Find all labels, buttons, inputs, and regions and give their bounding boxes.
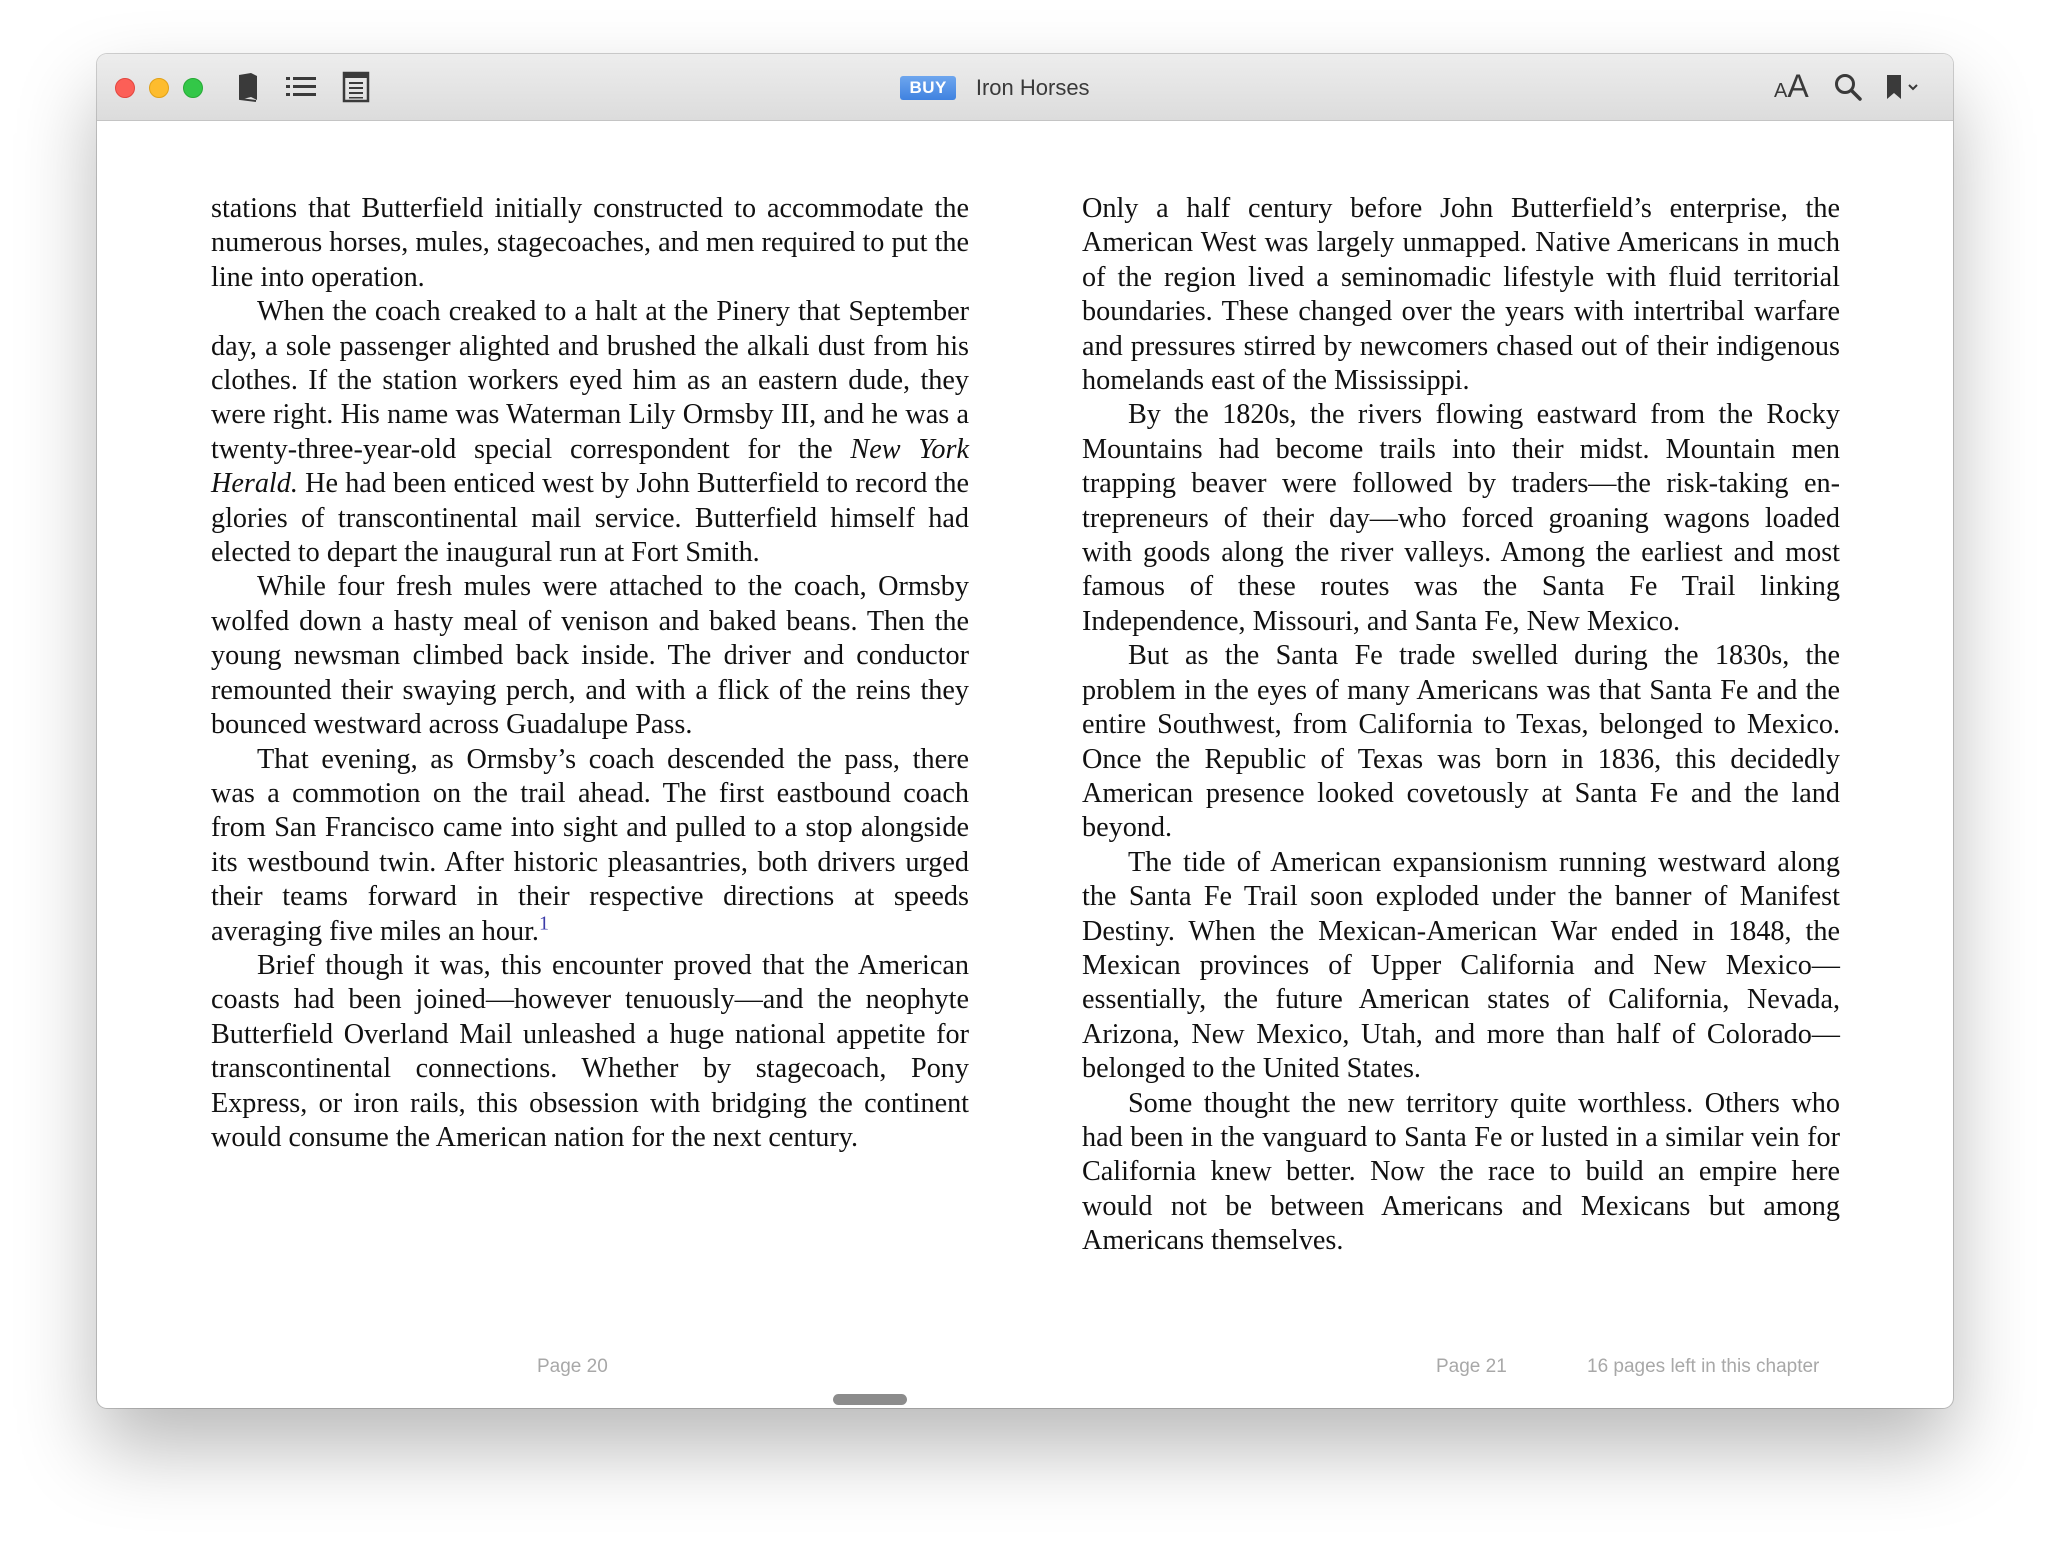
bookmark-menu-button[interactable]: [1881, 70, 1925, 104]
minimize-window-button[interactable]: [149, 78, 169, 98]
ibooks-window: [97, 54, 1953, 1408]
chapter-pages-remaining: 16 pages left in this chapter: [1587, 1356, 1820, 1377]
paragraph: By the 1820s, the rivers flowing eastward from the Rocky Mountains had become trails into their midst. Mountain men trapping beaver were followed by traders—the risk-taking entrepreneurs of their day—who forced groaning wagons loaded with goods along the river valleys. Among the earliest and most famous of these routes was the Santa Fe Trail linking Independence, Missouri, and Santa Fe, New Mexico.: [1082, 399, 1840, 637]
paragraph: Only a half century before John Butterfield’s enterprise, the American West was largely unmapped. Native Americans in much of the region lived a seminomadic lifestyle with fluid territorial boundaries. These changed over the years with intertribal warfare and pressures stirred by newcomers chased out of their indigenous homelands east of the Mississippi.: [1082, 193, 1840, 397]
buy-button[interactable]: BUY: [900, 76, 955, 100]
notes-icon[interactable]: [339, 70, 373, 104]
paragraph: While four fresh mules were attached to the coach, Ormsby wolfed down a hasty meal of venison and baked beans. Then the young newsman climbed back inside. The driver and conductor remounted their swaying perch, and with a flick of the reins they bounced westward across Guadalupe Pass.: [211, 571, 969, 741]
right-page-text: [1082, 192, 1840, 1259]
table-of-contents-icon[interactable]: [284, 70, 318, 104]
left-page-text: [211, 192, 969, 1155]
zoom-window-button[interactable]: [183, 78, 203, 98]
book-title: Iron Horses: [975, 74, 1090, 100]
paragraph-text: When the coach creaked to a halt at the Pinery that September day, a sole passenger alighted and brushed the alkali dust from his clothes. If the station workers eyed him as an eastern dude, they were right. His name was Waterman Lily Ormsby III, and he was a twenty-three-year-old special correspondent for the: [211, 296, 969, 465]
left-page-number: Page 20: [537, 1356, 608, 1377]
paragraph: [211, 295, 969, 570]
paragraph-text: He had been enticed west by John Butterfield to record the glories of transcontinental mail service. Butterfield himself had elected to depart the inaugural run at Fort Smith.: [211, 468, 969, 569]
page-scrubber-handle[interactable]: [833, 1394, 907, 1405]
font-size-large-glyph: A: [1787, 68, 1809, 104]
publication-title: New York Herald.: [211, 433, 969, 500]
footnote-link[interactable]: 1: [538, 912, 549, 935]
paragraph: Brief though it was, this encounter proved that the American coasts had been joined—however tenuously—and the neophyte Butterfield Overland Mail unleashed a huge national appetite for transcontinental connections. Whether by stagecoach, Pony Express, or iron rails, this obsession with bridging the continent would consume the American nation for the next century.: [211, 949, 969, 1153]
title-bar: [97, 54, 1953, 121]
close-window-button[interactable]: [115, 78, 135, 98]
paragraph: Some thought the new territory quite worthless. Others who had been in the vanguard to Santa Fe or lusted in a similar vein for California knew better. Now the race to build an empire here would not be between Americans and Mexicans but among Americans themselves.: [1082, 1087, 1840, 1257]
search-icon[interactable]: [1831, 70, 1865, 104]
paragraph: stations that Butterfield initially constructed to accommodate the numerous horses, mules, stagecoaches, and men required to put the line into operation.: [211, 193, 969, 293]
library-book-icon[interactable]: [231, 70, 265, 104]
paragraph: But as the Santa Fe trade swelled during the 1830s, the problem in the eyes of many Americans was that Santa Fe and the entire Southwest, from California to Texas, belonged to Mexico. Once the Republic of Texas was born in 1836, this decidedly American presence looked covetously at Santa Fe and the land beyond.: [1082, 640, 1840, 844]
font-size-button[interactable]: [1774, 68, 1809, 105]
right-page-number: Page 21: [1436, 1356, 1507, 1377]
paragraph: The tide of American expansionism running westward along the Santa Fe Trail soon exploded under the banner of Manifest Destiny. When the Mexican-American War ended in 1848, the Mexican provinces of Upper California and New Mexico—essentially, the future American states of California, Nevada, Arizona, New Mexico, Utah, and more than half of Colorado—belonged to the United States.: [1082, 846, 1840, 1085]
font-size-small-glyph: A: [1774, 80, 1788, 102]
paragraph: [211, 743, 969, 949]
paragraph-text: That evening, as Ormsby’s coach descended the pass, there was a commotion on the trail ahead. The first eastbound coach from San Francisco came into sight and pulled to a stop alongside its westbound twin. After historic pleasantries, both drivers urged their teams forward in their respective directions at speeds averaging five miles an hour.: [211, 743, 969, 947]
title-area: [97, 54, 1953, 121]
